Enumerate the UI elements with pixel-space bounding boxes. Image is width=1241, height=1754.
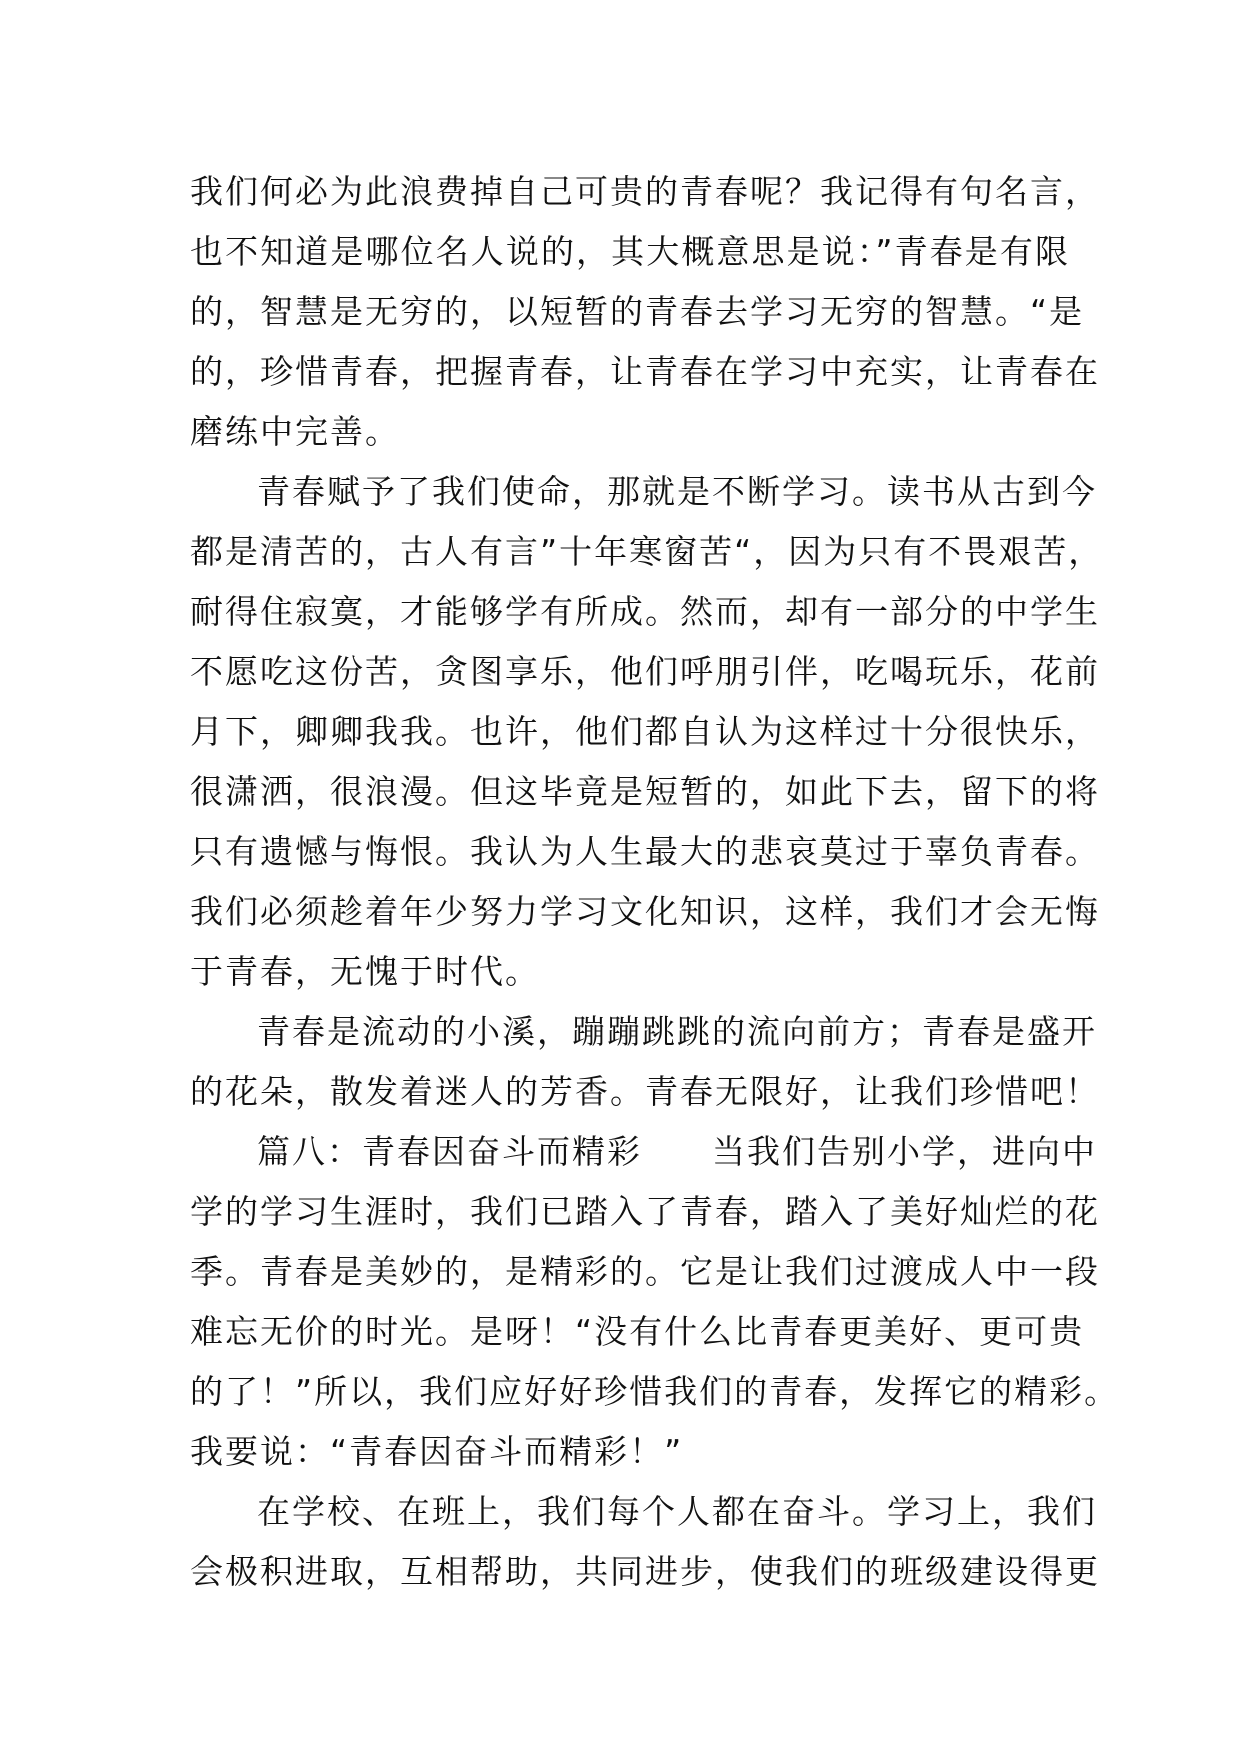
text-line: 的，珍惜青春，把握青春，让青春在学习中充实，让青春在 — [190, 352, 1100, 391]
text-line: 的，智慧是无穷的，以短暂的青春去学习无穷的智慧。“是 — [190, 292, 1085, 331]
text-line: 我们何必为此浪费掉自己可贵的青春呢？我记得有句名言， — [190, 172, 1100, 211]
text-line: 只有遗憾与悔恨。我认为人生最大的悲哀莫过于辜负青春。 — [190, 832, 1100, 871]
text-line: 青春赋予了我们使命，那就是不断学习。读书从古到今 — [257, 472, 1097, 511]
text-line: 都是清苦的，古人有言”十年寒窗苦“，因为只有不畏艰苦， — [190, 532, 1104, 571]
text-line: 的花朵，散发着迷人的芳香。青春无限好，让我们珍惜吧！ — [190, 1072, 1100, 1111]
text-line: 月下，卿卿我我。也许，他们都自认为这样过十分很快乐， — [190, 712, 1100, 751]
text-line: 耐得住寂寞，才能够学有所成。然而，却有一部分的中学生 — [190, 592, 1100, 631]
text-line: 的了！”所以，我们应好好珍惜我们的青春，发挥它的精彩。 — [190, 1372, 1120, 1411]
text-line: 青春是流动的小溪，蹦蹦跳跳的流向前方；青春是盛开 — [257, 1012, 1097, 1051]
text-line: 于青春，无愧于时代。 — [190, 952, 540, 991]
text-line: 在学校、在班上，我们每个人都在奋斗。学习上，我们 — [257, 1492, 1097, 1531]
text-line: 季。青春是美妙的，是精彩的。它是让我们过渡成人中一段 — [190, 1252, 1100, 1291]
text-line: 会极积进取，互相帮助，共同进步，使我们的班级建设得更 — [190, 1552, 1100, 1591]
text-line: 很潇洒，很浪漫。但这毕竟是短暂的，如此下去，留下的将 — [190, 772, 1100, 811]
text-line: 我要说：“青春因奋斗而精彩！” — [190, 1432, 684, 1471]
text-line: 学的学习生涯时，我们已踏入了青春，踏入了美好灿烂的花 — [190, 1192, 1100, 1231]
document-body — [190, 162, 1120, 1602]
text-line: 不愿吃这份苦，贪图享乐，他们呼朋引伴，吃喝玩乐，花前 — [190, 652, 1100, 691]
text-line: 我们必须趁着年少努力学习文化知识，这样，我们才会无悔 — [190, 892, 1100, 931]
text-line: 篇八：青春因奋斗而精彩 当我们告别小学，进向中 — [257, 1132, 1097, 1171]
text-line: 难忘无价的时光。是呀！“没有什么比青春更美好、更可贵 — [190, 1312, 1085, 1351]
text-line: 磨练中完善。 — [190, 412, 400, 451]
text-line: 也不知道是哪位名人说的，其大概意思是说：”青春是有限 — [190, 232, 1070, 271]
